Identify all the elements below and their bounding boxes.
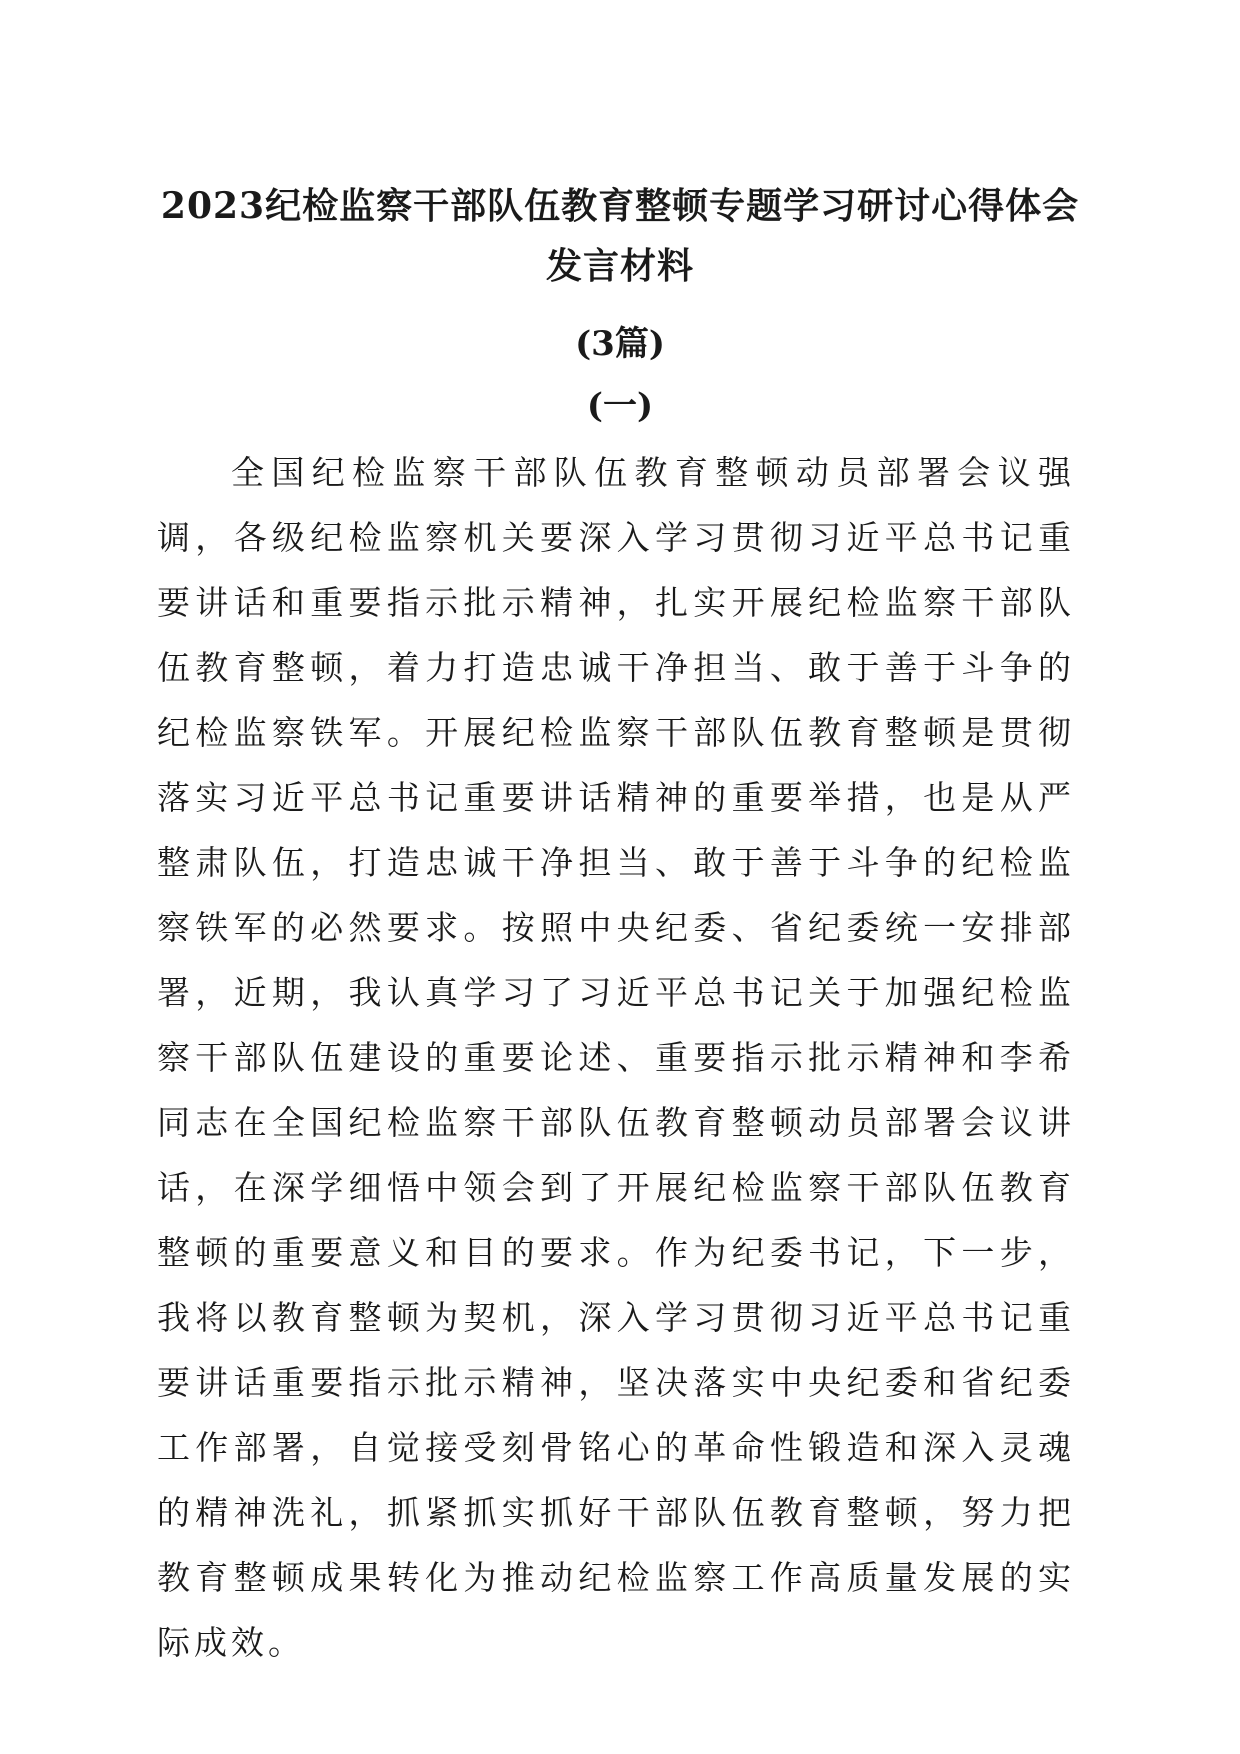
- document-title: 2023纪检监察干部队伍教育整顿专题学习研讨心得体会发言材料: [160, 185, 1080, 287]
- body-paragraph: 全国纪检监察干部队伍教育整顿动员部署会议强调，各级纪检监察机关要深入学习贯彻习近平总书记重要讲话和重要指示批示精神，扎实开展纪检监察干部队伍教育整顿，着力打造忠诚干净担当、敢于善于斗争的纪检监察铁军。开展纪检监察干部队伍教育整顿是贯彻落实习近平总书记重要讲话精神的重要举措，也是从严整肃队伍，打造忠诚干净担当、敢于善于斗争的纪检监察铁军的必然要求。按照中央纪委、省纪委统一安排部署，近期，我认真学习了习近平总书记关于加强纪检监察干部队伍建设的重要论述、重要指示批示精神和李希同志在全国纪检监察干部队伍教育整顿动员部署会议讲话，在深学细悟中领会到了开展纪检监察干部队伍教育整顿的重要意义和目的要求。作为纪委书记，下一步，我将以教育整顿为契机，深入学习贯彻习近平总书记重要讲话重要指示批示精神，坚决落实中央纪委和省纪委工作部署，自觉接受刻骨铭心的革命性锻造和深入灵魂的精神洗礼，抓紧抓实抓好干部队伍教育整顿，努力把教育整顿成果转化为推动纪检监察工作高质量发展的实际成效。: [157, 453, 1075, 1662]
- document-subtitle: (3篇): [575, 324, 665, 364]
- section-heading: (一): [586, 386, 654, 426]
